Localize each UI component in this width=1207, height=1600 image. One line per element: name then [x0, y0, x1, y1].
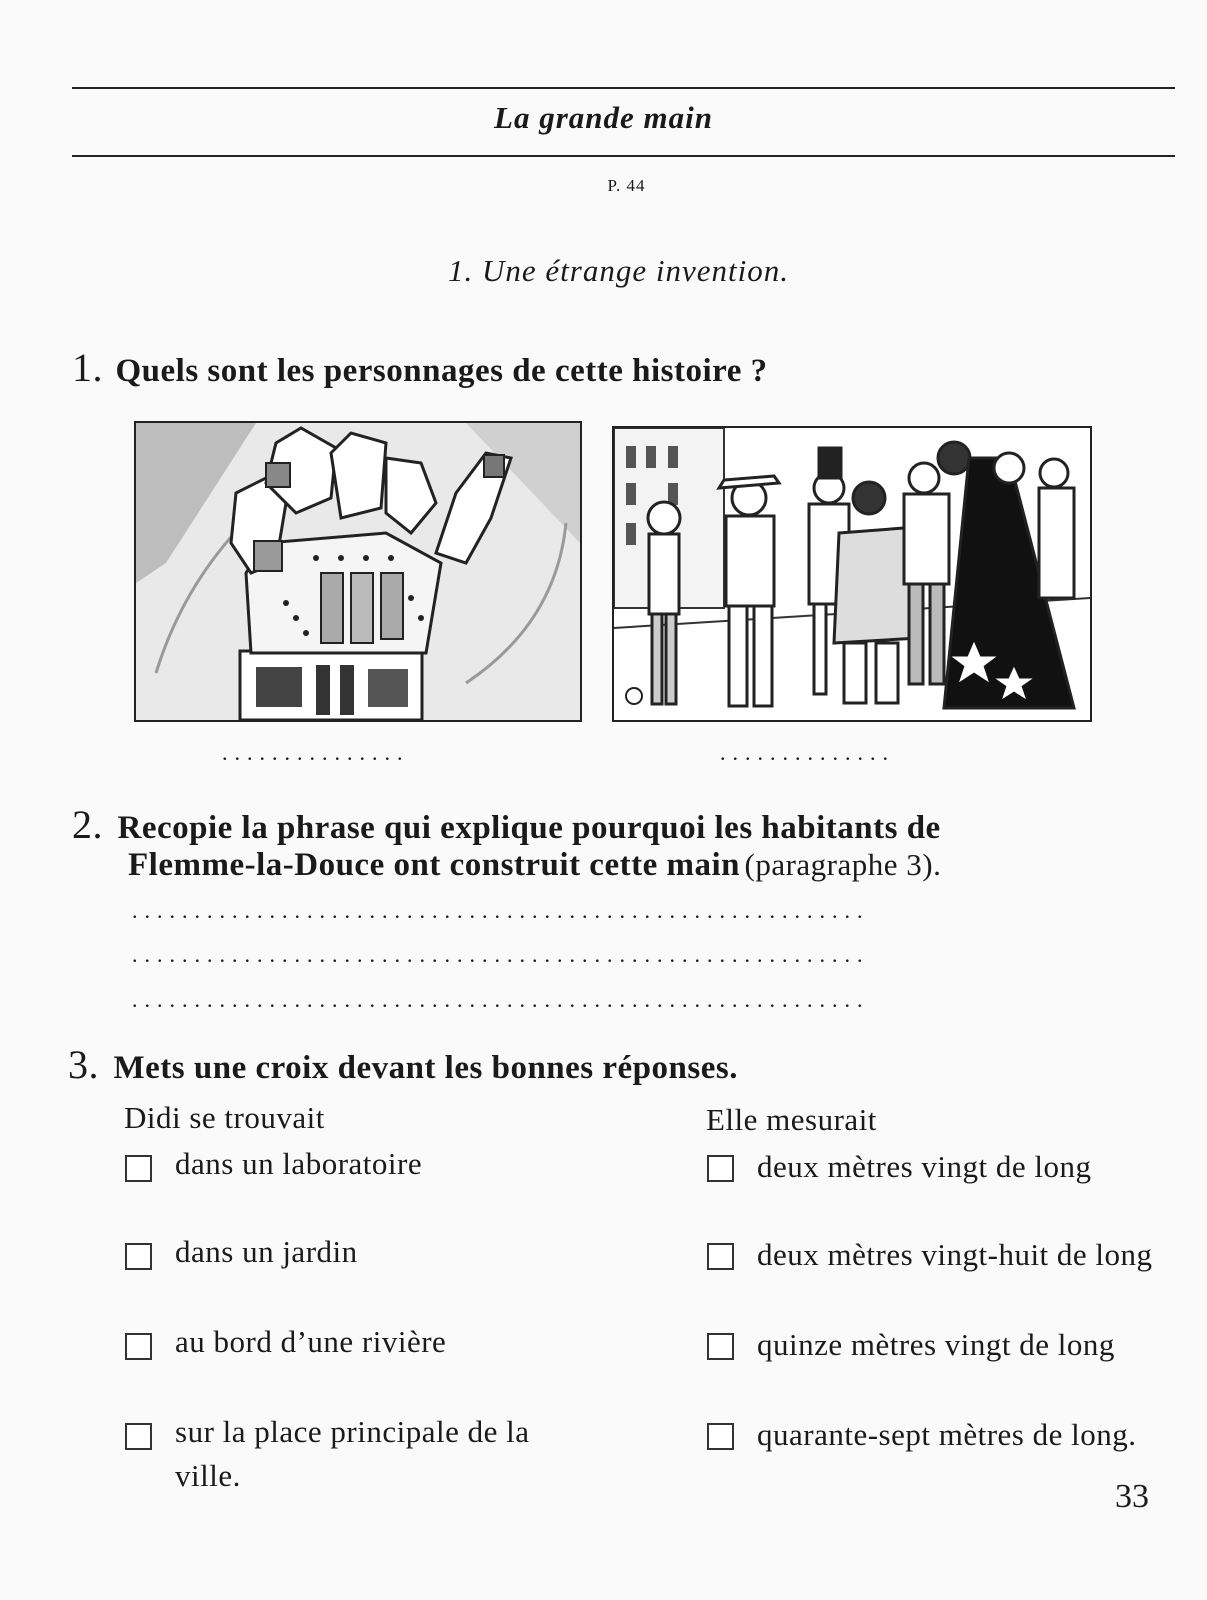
checkbox-right-4[interactable]: [707, 1423, 734, 1450]
answer-line-right[interactable]: ..............: [720, 740, 895, 765]
crowd-drawing: [614, 428, 1090, 720]
question-3-text: Mets une croix devant les bonnes réponses.: [113, 1050, 738, 1086]
question-1-number: 1.: [72, 345, 103, 390]
right-column-heading: Elle mesurait: [706, 1102, 877, 1137]
question-2-text-line1: Recopie la phrase qui explique pourquoi les habitants de: [117, 810, 941, 846]
right-option-4: quarante-sept mètres de long.: [757, 1417, 1137, 1452]
checkbox-left-3[interactable]: [125, 1333, 152, 1360]
right-option-1: deux mètres vingt de long: [757, 1149, 1092, 1184]
question-1-text: Quels sont les personnages de cette histoire ?: [115, 353, 768, 389]
robot-hand-illustration: [134, 421, 582, 722]
checkbox-left-1[interactable]: [125, 1155, 152, 1182]
left-option-1: dans un laboratoire: [175, 1146, 423, 1181]
chapter-heading: 1. Une étrange invention.: [448, 253, 789, 288]
page-reference: P. 44: [607, 176, 646, 195]
right-option-2: deux mètres vingt-huit de long: [757, 1237, 1153, 1272]
title-underline-rule: [72, 155, 1175, 157]
answer-line-1[interactable]: ...........................................................: [132, 898, 870, 923]
question-3-number: 3.: [68, 1042, 99, 1087]
top-rule: [72, 87, 1175, 89]
checkbox-right-3[interactable]: [707, 1333, 734, 1360]
answer-line-2[interactable]: ...........................................................: [132, 942, 870, 967]
question-2-number: 2.: [72, 802, 103, 847]
checkbox-right-1[interactable]: [707, 1155, 734, 1182]
checkbox-left-4[interactable]: [125, 1423, 152, 1450]
crowd-illustration: [612, 426, 1092, 722]
right-option-3: quinze mètres vingt de long: [757, 1327, 1115, 1362]
left-option-4: sur la place principale de la ville.: [175, 1414, 530, 1493]
question-2-text-line2: Flemme-la-Douce ont construit cette main: [128, 847, 740, 883]
page-title: La grande main: [494, 100, 713, 135]
checkbox-left-2[interactable]: [125, 1243, 152, 1270]
question-2-continued: [128, 845, 1188, 891]
robot-hand-drawing: [136, 423, 580, 720]
question-2-paragraph-ref: (paragraphe 3).: [744, 847, 942, 882]
question-3: [68, 1042, 1178, 1094]
left-column-heading: Didi se trouvait: [124, 1100, 325, 1135]
page-number: 33: [1115, 1478, 1149, 1515]
question-1: [72, 345, 1172, 397]
answer-line-left[interactable]: ...............: [222, 740, 410, 765]
checkbox-right-2[interactable]: [707, 1243, 734, 1270]
left-option-3: au bord d’une rivière: [175, 1324, 447, 1359]
left-option-2: dans un jardin: [175, 1234, 358, 1269]
answer-line-3[interactable]: ...........................................................: [132, 987, 870, 1012]
